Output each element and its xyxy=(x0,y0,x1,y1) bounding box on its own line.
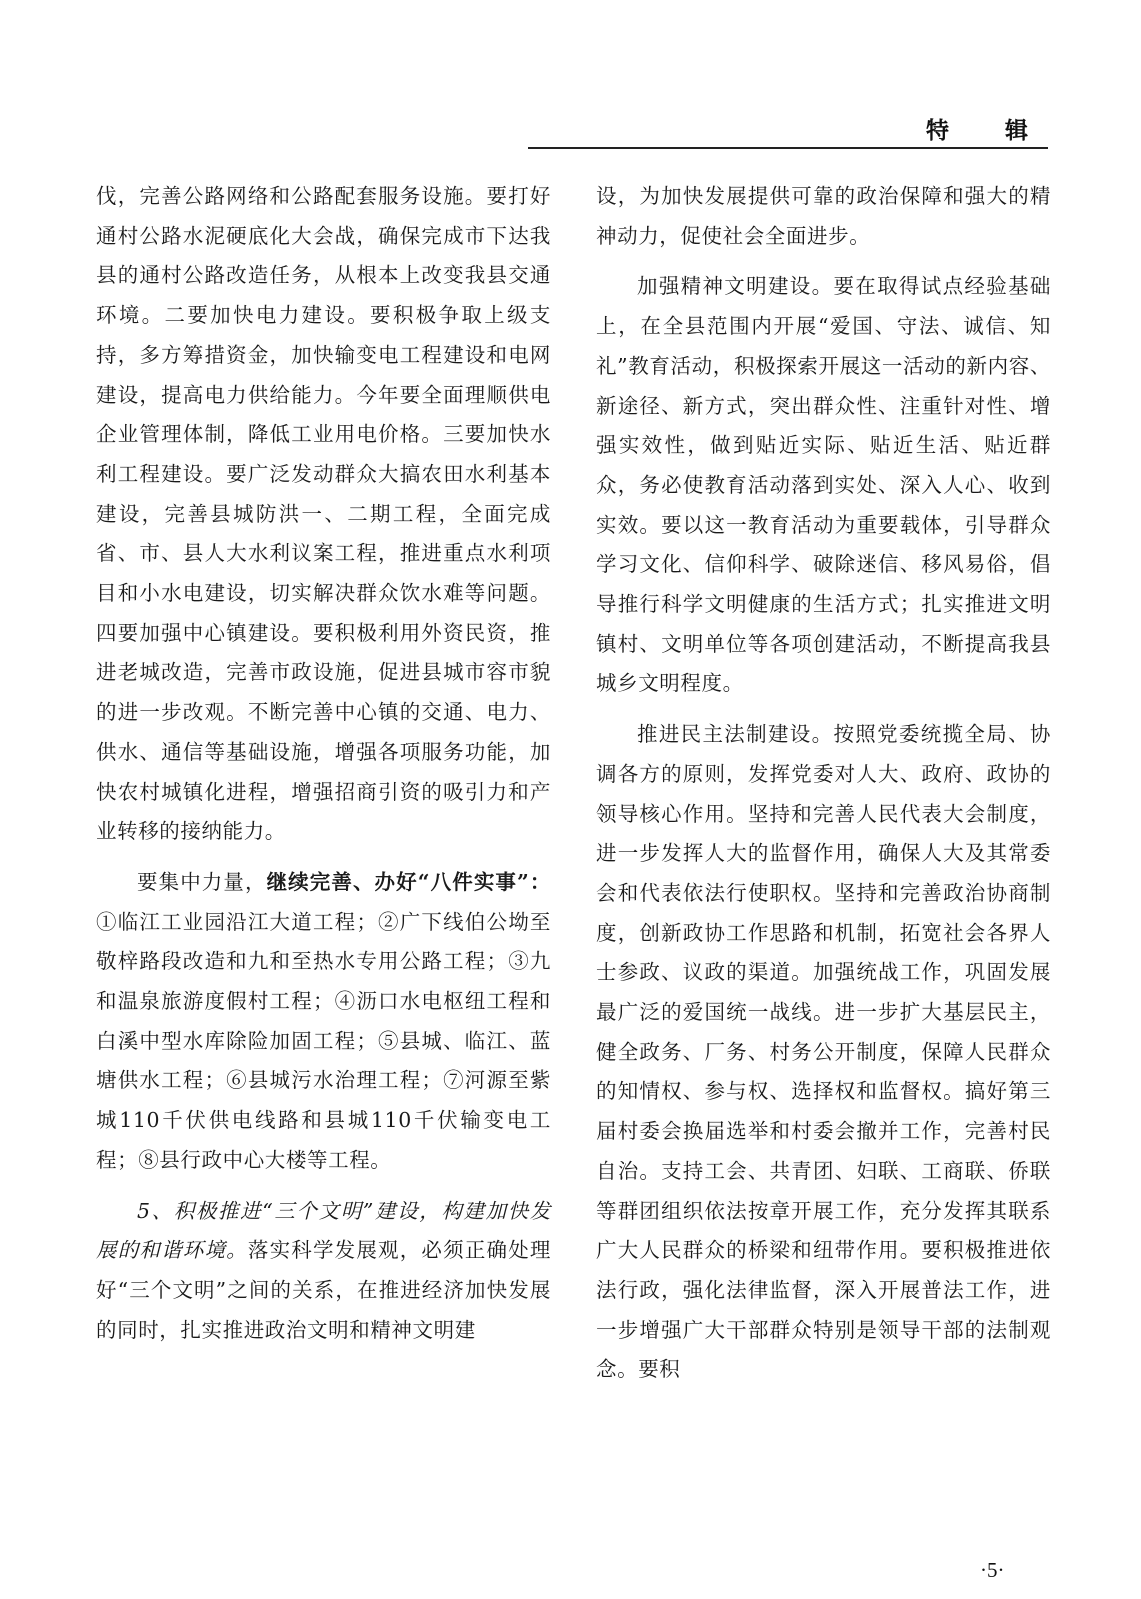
section-label-char-1: 特 xyxy=(926,118,949,144)
left-paragraph-1: 伐，完善公路网络和公路配套服务设施。要打好通村公路水泥硬底化大会战，确保完成市下达我县的通村公路改造任务，从根本上改变我县交通环境。二要加快电力建设。要积极争取上级支持，多方筹措资金，加快输变电工程建设和电网建设，提高电力供给能力。今年要全面理顺供电企业管理体制，降低工业用电价格。三要加快水利工程建设。要广泛发动群众大搞农田水利基本建设，完善县城防洪一、二期工程，全面完成省、市、县人大水利议案工程，推进重点水利项目和小水电建设，切实解决群众饮水难等问题。四要加强中心镇建设。要积极利用外资民资，推进老城改造，完善市政设施，促进县城市容市貌的进一步改观。不断完善中心镇的交通、电力、供水、通信等基础设施，增强各项服务功能，加快农村城镇化进程，增强招商引资的吸引力和产业转移的接纳能力。 xyxy=(96,184,551,844)
right-paragraph-1: 设，为加快发展提供可靠的政治保障和强大的精神动力，促使社会全面进步。 xyxy=(596,184,1051,248)
left-paragraph-3-heading: 5、积极推进“三个文明”建设，构建加快发展的和谐环境。 xyxy=(96,1198,551,1263)
right-column xyxy=(596,177,1051,1401)
left-paragraph-3 xyxy=(96,1192,551,1351)
right-paragraph-3: 推进民主法制建设。按照党委统揽全局、协调各方的原则，发挥党委对人大、政府、政协的领导核心作用。坚持和完善人民代表大会制度，进一步发挥人大的监督作用，确保人大及其常委会和代表依法行使职权。坚持和完善政治协商制度，创新政协工作思路和机制，拓宽社会各界人士参政、议政的渠道。加强统战工作，巩固发展最广泛的爱国统一战线。进一步扩大基层民主，健全政务、厂务、村务公开制度，保障人民群众的知情权、参与权、选择权和监督权。搞好第三届村委会换届选举和村委会撤并工作，完善村民自治。支持工会、共青团、妇联、工商联、侨联等群团组织依法按章开展工作，充分发挥其联系广大人民群众的桥梁和纽带作用。要积极推进依法行政，强化法律监督，深入开展普法工作，进一步增强广大干部群众特别是领导干部的法制观念。要积 xyxy=(596,722,1051,1382)
header-rule xyxy=(528,147,1048,149)
left-column xyxy=(96,177,551,1361)
left-paragraph-2-rest: ①临江工业园沿江大道工程；②广下线伯公坳至敬梓路段改造和九和至热水专用公路工程；③九和温泉旅游度假村工程；④沥口水电枢纽工程和白溪中型水库除险加固工程；⑤县城、临江、蓝塘供水工程；⑥县城污水治理工程；⑦河源至紫城110千伏供电线路和县城110千伏输变电工程；⑧县行政中心大楼等工程。 xyxy=(96,909,551,1172)
left-paragraph-3-rest: 落实科学发展观，必须正确处理好“三个文明”之间的关系，在推进经济加快发展的同时，扎实推进政治文明和精神文明建 xyxy=(96,1238,552,1342)
section-label-char-2: 辑 xyxy=(1005,118,1028,144)
left-paragraph-2 xyxy=(96,863,551,1181)
left-paragraph-2-lead: 要集中力量， xyxy=(137,869,267,894)
section-label xyxy=(926,112,1028,145)
page-number: ·5· xyxy=(980,1558,1005,1582)
left-paragraph-2-bold: 继续完善、办好“八件实事”： xyxy=(266,869,551,894)
right-paragraph-2: 加强精神文明建设。要在取得试点经验基础上，在全县范围内开展“爱国、守法、诚信、知礼”教育活动，积极探索开展这一活动的新内容、新途径、新方式，突出群众性、注重针对性、增强实效性，做到贴近实际、贴近生活、贴近群众，务必使教育活动落到实处、深入人心、收到实效。要以这一教育活动为重要载体，引导群众学习文化、信仰科学、破除迷信、移风易俗，倡导推行科学文明健康的生活方式；扎实推进文明镇村、文明单位等各项创建活动，不断提高我县城乡文明程度。 xyxy=(596,274,1051,696)
